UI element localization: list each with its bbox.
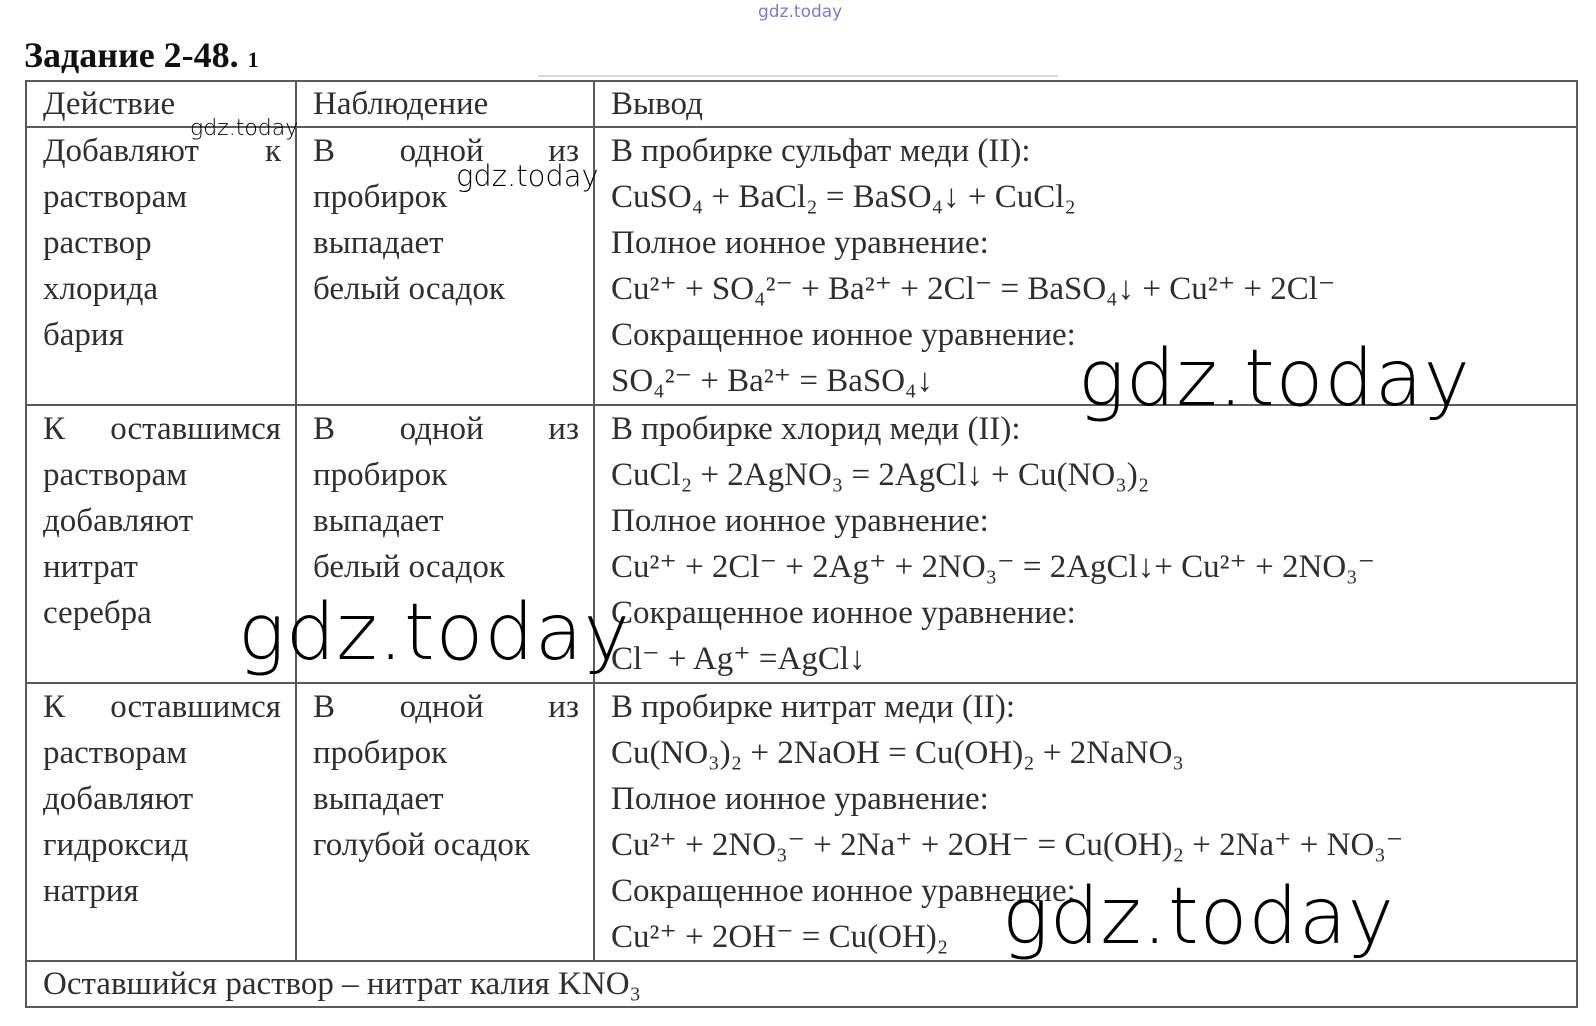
task-title [24,34,259,76]
conclusion-line: В пробирке нитрат меди (II): [611,689,1016,725]
conclusion-line: Полное ионное уравнение: [611,225,989,261]
observation-line: выпадает [313,503,444,539]
watermark: gdz.today [1078,334,1471,424]
action-line: серебра [43,595,152,631]
conclusion-cell [594,405,1577,683]
action-line: хлорида [43,271,159,307]
word: к [264,133,281,169]
action-line: добавляют [43,781,194,817]
conclusion-line: Сокращенное ионное уравнение: [611,595,1076,631]
observation-line: пробирок [313,735,448,771]
conclusion-line: Cu²⁺ + 2NO₃⁻ + 2Na⁺ + 2OH⁻ = Cu(OH)₂ + 2Na⁺ + NO₃⁻ [611,827,1404,863]
action-cell [26,683,296,961]
title-rule [538,75,1058,77]
task-title-trailing: 1 [247,47,259,72]
action-line: раствор [43,225,152,261]
word: В [313,133,336,169]
conclusion-line: Сокращенное ионное уравнение: [611,317,1076,353]
conclusion-line: CuCl₂ + 2AgNO₃ = 2AgCl↓ + Cu(NO₃)₂ [611,457,1150,493]
footer-cell: Оставшийся раствор – нитрат калия KNO₃ [26,961,1577,1007]
word: из [548,689,579,725]
conclusion-line: SO₄²⁻ + Ba²⁺ = BaSO₄↓ [611,363,934,399]
word: одной [399,133,484,169]
observation-cell [296,683,594,961]
conclusion-line: Полное ионное уравнение: [611,781,989,817]
watermark: gdz.today [238,588,631,678]
word: К [43,411,66,447]
word: В [313,689,336,725]
conclusion-line: CuSO₄ + BaCl₂ = BaSO₄↓ + CuCl₂ [611,179,1076,215]
conclusion-line: Полное ионное уравнение: [611,503,989,539]
conclusion-line: Cu²⁺ + 2OH⁻ = Cu(OH)₂ [611,919,949,955]
header-observation: Наблюдение [296,81,594,127]
conclusion-line: Cu²⁺ + SO₄²⁻ + Ba²⁺ + 2Cl⁻ = BaSO₄↓ + Cu²⁺ + 2Cl⁻ [611,271,1336,307]
conclusion-line: Cl⁻ + Ag⁺ =AgCl↓ [611,641,866,677]
word: из [548,411,579,447]
word: оставшимся [110,689,281,725]
action-line: бария [43,317,124,353]
table-footer-row [26,961,1577,1007]
header-conclusion: Вывод [594,81,1577,127]
observation-line: пробирок [313,179,448,215]
watermark: gdz.today [456,159,599,193]
task-title-text: Задание 2-48. [24,35,239,75]
conclusion-line: Сокращенное ионное уравнение: [611,873,1076,909]
watermark: gdz.today [1002,872,1395,962]
action-line [43,406,281,452]
action-line: нитрат [43,549,138,585]
observation-line: выпадает [313,225,444,261]
header-action: Действие [26,81,296,127]
watermark-top: gdz.today [758,2,843,22]
conclusion-line: В пробирке хлорид меди (II): [611,411,1021,447]
observation-line [313,684,579,730]
action-line [43,684,281,730]
task-table [25,80,1578,1008]
word: одной [399,689,484,725]
word: Добавляют [43,133,199,169]
word: В [313,411,336,447]
conclusion-line: Cu²⁺ + 2Cl⁻ + 2Ag⁺ + 2NO₃⁻ = 2AgCl↓+ Cu²⁺ + 2NO₃⁻ [611,549,1376,585]
observation-line: белый осадок [313,549,505,585]
action-line: растворам [43,457,188,493]
word: из [548,133,579,169]
conclusion-line: Cu(NO₃)₂ + 2NaOH = Cu(OH)₂ + 2NaNO₃ [611,735,1184,771]
action-line: растворам [43,179,188,215]
observation-line: выпадает [313,781,444,817]
conclusion-line: В пробирке сульфат меди (II): [611,133,1031,169]
word: К [43,689,66,725]
word: оставшимся [110,411,281,447]
action-line: растворам [43,735,188,771]
watermark: gdz.today [190,116,299,141]
action-line: гидроксид [43,827,189,863]
action-line: добавляют [43,503,194,539]
word: одной [399,411,484,447]
observation-line [313,406,579,452]
observation-line: пробирок [313,457,448,493]
observation-line: белый осадок [313,271,505,307]
action-line: натрия [43,873,139,909]
action-cell [26,127,296,405]
observation-line: голубой осадок [313,827,530,863]
